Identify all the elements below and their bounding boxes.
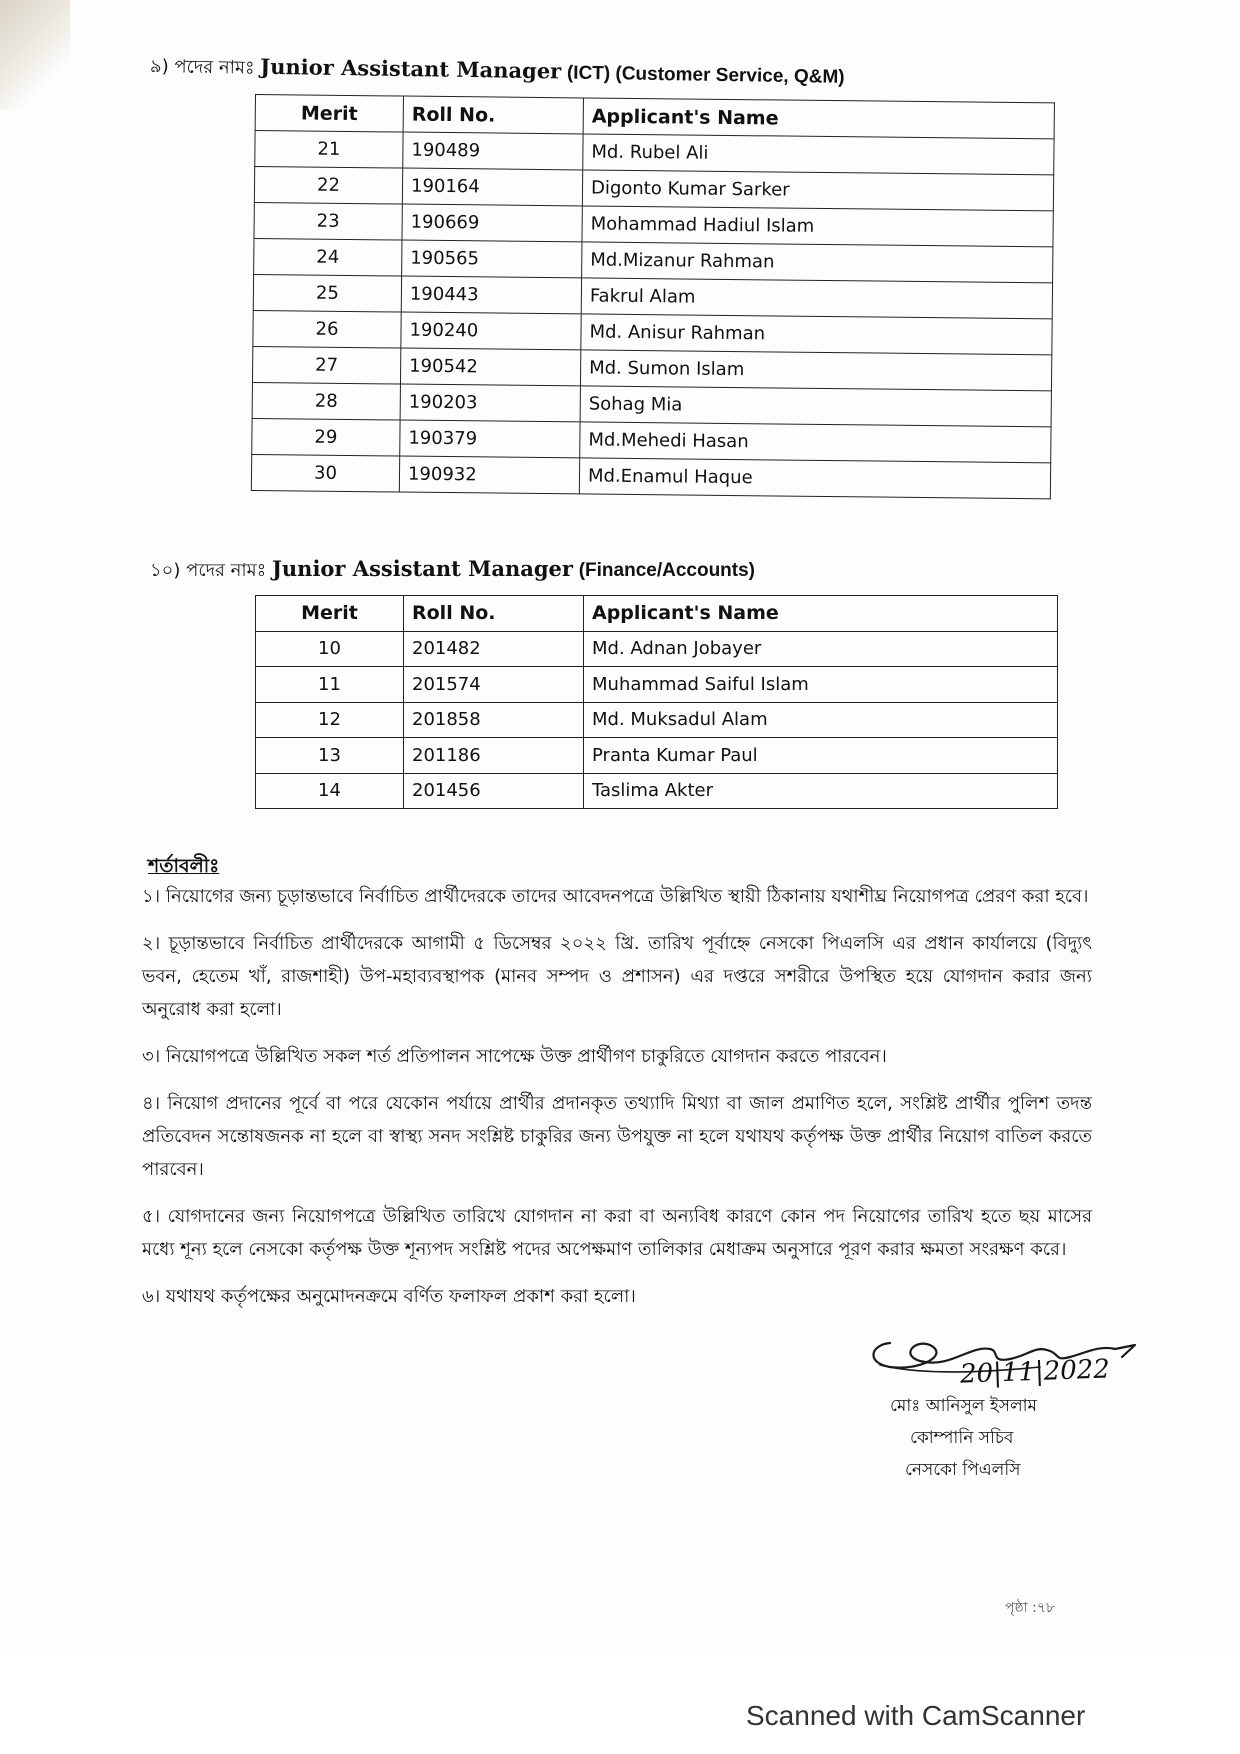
signatory-organization: নেসকো পিএলসি (905, 1460, 1021, 1480)
name-cell: Pranta Kumar Paul (584, 738, 1058, 774)
post-title: Junior Assistant Manager (260, 53, 562, 84)
merit-cell: 28 (252, 382, 400, 420)
table-row (256, 773, 1058, 809)
signatory-name: মোঃ আনিসুল ইসলাম (890, 1396, 1037, 1416)
merit-cell: 24 (254, 238, 402, 276)
scan-corner-shadow (0, 0, 70, 110)
page-number: পৃষ্ঠা :৭৮ (1005, 1600, 1056, 1616)
roll-cell: 190565 (402, 240, 582, 278)
term-item-3: ৩। নিয়োগপত্রে উল্লিখিত সকল শর্ত প্রতিপালন সাপেক্ষে উক্ত প্রার্থীগণ চাকুরিতে যোগদান করতে পারবেন। (142, 1046, 887, 1067)
term-item-2: ২। চূড়ান্তভাবে নির্বাচিত প্রার্থীদেরকে আগামী ৫ ডিসেম্বর ২০২২ খ্রি. তারিখ পূর্বাহ্নে নেসকো পিএলসি এর প্রধান কার্যালয়ে (বিদ্যুৎ ভবন, হেতেম খাঁ, রাজশাহী) উপ-মহাব্যবস্থাপক (মানব সম্পদ ও প্রশাসন) এর দপ্তরে সশরীরে উপস্থিত হয়ে যোগদান করার জন্য অনুরোধ করা হলো। (142, 933, 1092, 1020)
merit-table-finance (255, 595, 1058, 809)
name-cell: Muhammad Saiful Islam (584, 667, 1058, 703)
term-item-4: ৪। নিয়োগ প্রদানের পূর্বে বা পরে যেকোন পর্যায়ে প্রার্থীর প্রদানকৃত তথ্যাদি মিথ্যা বা জাল প্রমাণিত হলে, সংশ্লিষ্ট প্রার্থীর পুলিশ তদন্ত প্রতিবেদন সন্তোষজনক না হলে বা স্বাস্থ্য সনদ সংশ্লিষ্ট চাকুরির জন্য উপযুক্ত না হলে যথাযথ কর্তৃপক্ষ উক্ত প্রার্থীর নিয়োগ বাতিল করতে পারবেন। (142, 1093, 1092, 1180)
signatory-title: কোম্পানি সচিব (910, 1428, 1014, 1448)
term-item-6: ৬। যথাযথ কর্তৃপক্ষের অনুমোদনক্রমে বর্ণিত ফলাফল প্রকাশ করা হলো। (142, 1286, 636, 1307)
table-header-row (256, 596, 1058, 632)
post-label: পদের নামঃ (174, 56, 255, 79)
merit-table-ict (251, 94, 1055, 499)
roll-cell: 201456 (404, 773, 584, 809)
name-cell: Md. Adnan Jobayer (584, 631, 1058, 667)
name-cell: Mohammad Hadiul Islam (582, 206, 1053, 247)
merit-cell: 12 (256, 702, 404, 738)
roll-cell: 201858 (404, 702, 584, 738)
section-10-heading (150, 556, 755, 584)
term-item-5: ৫। যোগদানের জন্য নিয়োগপত্রে উল্লিখিত তারিখে যোগদান না করা বা অন্যবিধ কারণে কোন পদ নিয়োগের তারিখ হতে ছয় মাসের মধ্যে শূন্য হলে নেসকো কর্তৃপক্ষ উক্ত শূন্যপদ সংশ্লিষ্ট পদের অপেক্ষমাণ তালিকার মেধাক্রম অনুসারে পূরণ করার ক্ষমতা সংরক্ষণ করে। (142, 1206, 1092, 1260)
column-header-roll: Roll No. (404, 596, 584, 632)
table-row (256, 631, 1058, 667)
section-number: ৯) (149, 56, 169, 78)
column-header-merit: Merit (255, 95, 403, 133)
post-title: Junior Assistant Manager (271, 556, 573, 581)
section-9-heading (150, 52, 845, 91)
scanner-watermark: Scanned with CamScanner (746, 1700, 1086, 1731)
column-header-roll: Roll No. (403, 96, 583, 134)
name-cell: Md. Anisur Rahman (581, 314, 1052, 355)
roll-cell: 190379 (400, 420, 580, 458)
roll-cell: 190932 (399, 456, 579, 494)
merit-cell: 26 (253, 310, 401, 348)
roll-cell: 190489 (403, 132, 583, 170)
merit-cell: 10 (256, 631, 404, 667)
roll-cell: 190443 (401, 276, 581, 314)
name-cell: Md. Rubel Ali (583, 134, 1054, 175)
name-cell: Md.Mehedi Hasan (580, 422, 1051, 463)
signature-block (860, 1315, 1160, 1495)
term-item-1: ১। নিয়োগের জন্য চূড়ান্তভাবে নির্বাচিত প্রার্থীদেরকে তাদের আবেদনপত্রে উল্লিখিত স্থায়ী ঠিকানায় যথাশীঘ্র নিয়োগপত্র প্রেরণ করা হবে। (142, 886, 1089, 907)
merit-cell: 13 (256, 738, 404, 774)
column-header-name: Applicant's Name (583, 98, 1054, 139)
name-cell: Md.Mizanur Rahman (582, 242, 1053, 283)
section-number: ১০) (150, 560, 181, 581)
roll-cell: 190669 (402, 204, 582, 242)
roll-cell: 190164 (402, 168, 582, 206)
table-row (251, 454, 1050, 498)
post-label: পদের নামঃ (186, 560, 267, 581)
merit-cell: 23 (254, 202, 402, 240)
merit-cell: 25 (253, 274, 401, 312)
column-header-name: Applicant's Name (584, 596, 1058, 632)
merit-cell: 14 (256, 773, 404, 809)
roll-cell: 201186 (404, 738, 584, 774)
roll-cell: 190240 (401, 312, 581, 350)
merit-cell: 27 (252, 346, 400, 384)
name-cell: Md. Muksadul Alam (584, 702, 1058, 738)
roll-cell: 201574 (404, 667, 584, 703)
roll-cell: 190203 (400, 384, 580, 422)
merit-cell: 29 (252, 418, 400, 456)
roll-cell: 190542 (400, 348, 580, 386)
roll-cell: 201482 (404, 631, 584, 667)
merit-cell: 22 (254, 167, 402, 205)
table-row (256, 738, 1058, 774)
merit-cell: 21 (255, 131, 403, 169)
terms-list (142, 880, 1092, 1327)
name-cell: Sohag Mia (580, 386, 1051, 427)
column-header-merit: Merit (256, 596, 404, 632)
name-cell: Fakrul Alam (581, 278, 1052, 319)
name-cell: Digonto Kumar Sarker (582, 170, 1053, 211)
name-cell: Taslima Akter (584, 773, 1058, 809)
signature-date: 20|11|2022 (959, 1354, 1111, 1390)
name-cell: Md.Enamul Haque (579, 458, 1050, 499)
post-subtitle: (Finance/Accounts) (578, 560, 756, 581)
merit-cell: 30 (251, 454, 399, 492)
post-subtitle: (ICT) (Customer Service, Q&M) (566, 62, 845, 88)
name-cell: Md. Sumon Islam (580, 350, 1051, 391)
table-row (256, 667, 1058, 703)
merit-cell: 11 (256, 667, 404, 703)
terms-title: শর্তাবলীঃ (148, 855, 220, 877)
table-row (256, 702, 1058, 738)
